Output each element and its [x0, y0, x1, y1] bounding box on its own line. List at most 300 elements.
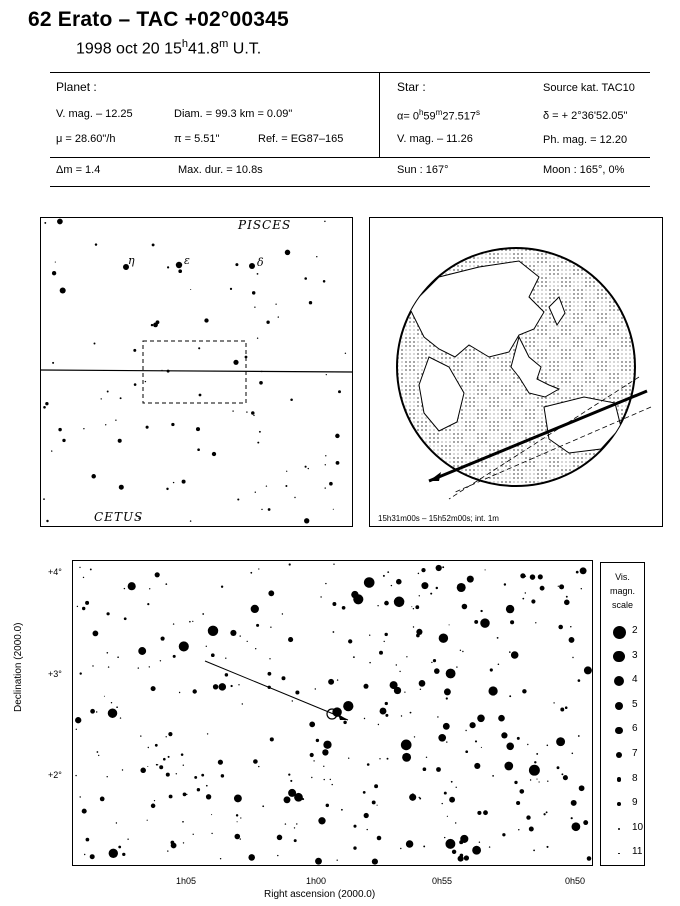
- background-star: [404, 691, 405, 692]
- background-star: [498, 663, 500, 665]
- star-phmag: Ph. mag. = 12.20: [543, 134, 628, 146]
- background-star: [436, 565, 442, 571]
- background-star: [336, 461, 340, 465]
- background-star: [45, 402, 48, 405]
- background-star: [335, 434, 339, 438]
- background-star: [580, 567, 587, 574]
- background-star: [288, 637, 293, 642]
- background-star: [213, 684, 218, 689]
- background-star: [256, 624, 259, 627]
- background-star: [341, 809, 343, 811]
- background-star: [80, 672, 82, 674]
- background-star: [156, 764, 158, 766]
- background-star: [43, 498, 45, 500]
- background-star: [98, 755, 99, 756]
- background-star: [485, 569, 486, 570]
- background-star: [518, 829, 519, 830]
- background-star: [348, 639, 352, 643]
- background-star: [566, 596, 568, 598]
- background-star: [423, 845, 425, 847]
- background-star: [55, 262, 56, 263]
- background-star: [171, 843, 177, 849]
- background-star: [197, 448, 200, 451]
- background-star: [522, 598, 524, 600]
- background-star: [516, 801, 520, 805]
- background-star: [208, 626, 218, 636]
- background-star: [269, 658, 270, 659]
- background-star: [251, 605, 259, 613]
- background-star: [148, 747, 149, 748]
- background-star: [328, 679, 334, 685]
- background-star: [46, 520, 48, 522]
- background-star: [387, 758, 389, 760]
- background-star: [83, 577, 84, 578]
- background-star: [543, 813, 545, 815]
- background-star: [258, 568, 259, 569]
- moon-info: Moon : 165°, 0%: [543, 164, 625, 176]
- background-star: [104, 696, 105, 697]
- background-star: [540, 586, 545, 591]
- background-star: [151, 686, 156, 691]
- background-star: [58, 428, 61, 431]
- background-star: [62, 439, 65, 442]
- background-star: [330, 779, 331, 780]
- planet-vmag: V. mag. – 12.25: [56, 108, 133, 120]
- planet-motion: μ = 28.60"/h: [56, 133, 116, 145]
- background-star: [173, 655, 176, 658]
- background-star: [193, 689, 197, 693]
- background-star: [230, 630, 236, 636]
- background-star: [82, 607, 85, 610]
- background-star: [106, 612, 109, 615]
- legend-label-mag-7: 7: [632, 748, 638, 759]
- background-star: [353, 825, 356, 828]
- legend-label-mag-11: 11: [632, 846, 643, 858]
- background-star: [572, 657, 573, 658]
- background-star: [190, 520, 191, 521]
- background-star: [464, 855, 469, 860]
- background-star: [584, 666, 592, 674]
- background-star: [325, 583, 326, 584]
- background-star: [221, 774, 224, 777]
- background-star: [80, 796, 81, 797]
- background-star: [282, 676, 286, 680]
- background-star: [235, 263, 238, 266]
- background-star: [322, 749, 328, 755]
- background-star: [444, 792, 447, 795]
- background-star: [192, 621, 193, 622]
- dec-tick-plus3: +3°: [48, 669, 62, 679]
- background-star: [109, 849, 118, 858]
- background-star: [235, 834, 241, 840]
- background-star: [225, 673, 228, 676]
- event-datetime: 1998 oct 20 15$^h$41.8$^m$ U.T.: [76, 38, 262, 58]
- background-star: [578, 735, 580, 737]
- sun-elongation: Sun : 167°: [397, 164, 449, 176]
- background-star: [253, 759, 258, 764]
- background-star: [517, 737, 520, 740]
- background-star: [419, 798, 421, 800]
- background-star: [304, 518, 309, 523]
- background-star: [501, 732, 507, 738]
- background-star: [111, 702, 112, 703]
- background-star: [539, 781, 540, 782]
- background-star: [289, 563, 291, 565]
- background-star: [316, 739, 319, 742]
- background-star: [117, 656, 119, 658]
- background-star: [76, 729, 77, 730]
- background-star: [553, 702, 554, 703]
- background-star: [277, 835, 283, 841]
- background-star: [118, 846, 121, 849]
- background-star: [270, 627, 271, 628]
- background-star: [400, 848, 401, 849]
- background-star: [161, 637, 165, 641]
- background-star: [60, 287, 66, 293]
- background-star: [446, 669, 456, 679]
- background-star: [138, 647, 146, 655]
- background-star: [457, 583, 466, 592]
- background-star: [472, 846, 481, 855]
- background-star: [583, 820, 588, 825]
- earth-globe-map: [369, 217, 663, 527]
- page-title: 62 Erato – TAC +02°00345: [28, 8, 289, 31]
- legend-dot-mag-7: [616, 752, 622, 758]
- background-star: [332, 602, 336, 606]
- background-star: [477, 715, 485, 723]
- background-star: [333, 631, 335, 633]
- background-star: [439, 633, 448, 642]
- finder-bright-star: [199, 394, 202, 397]
- background-star: [443, 723, 450, 730]
- legend-label-mag-3: 3: [632, 649, 638, 661]
- background-star: [438, 734, 446, 742]
- background-star: [529, 765, 540, 776]
- background-star: [323, 741, 331, 749]
- background-star: [547, 745, 549, 747]
- background-star: [225, 658, 226, 659]
- background-star: [221, 586, 223, 588]
- background-star: [431, 662, 432, 663]
- background-star: [413, 626, 414, 627]
- background-star: [490, 668, 493, 671]
- background-star: [189, 621, 191, 623]
- background-star: [218, 760, 223, 765]
- legend-label-mag-9: 9: [632, 797, 638, 809]
- background-star: [105, 424, 106, 425]
- background-star: [118, 439, 122, 443]
- background-star: [546, 846, 548, 848]
- background-star: [565, 775, 566, 776]
- background-star: [255, 492, 256, 493]
- background-star: [462, 604, 468, 610]
- background-star: [204, 318, 208, 322]
- background-star: [465, 730, 466, 731]
- background-star: [262, 805, 264, 807]
- background-star: [304, 277, 307, 280]
- background-star: [559, 584, 564, 589]
- background-star: [257, 338, 258, 339]
- background-star: [202, 613, 204, 615]
- background-star: [116, 822, 117, 823]
- background-star: [394, 597, 405, 608]
- background-star: [452, 850, 456, 854]
- background-star: [176, 773, 177, 774]
- background-star: [519, 789, 524, 794]
- background-star: [474, 763, 480, 769]
- background-star: [247, 641, 248, 642]
- background-star: [418, 573, 420, 575]
- background-star: [309, 722, 315, 728]
- background-star: [426, 757, 427, 758]
- star-vmag: V. mag. – 11.26: [397, 133, 473, 145]
- background-star: [337, 860, 338, 861]
- background-star: [95, 243, 97, 245]
- background-star: [436, 767, 441, 772]
- background-star: [367, 763, 370, 766]
- background-star: [255, 648, 256, 649]
- background-star: [455, 822, 456, 823]
- background-star: [462, 651, 463, 652]
- background-star: [477, 811, 481, 815]
- background-star: [377, 805, 378, 806]
- background-star: [377, 836, 382, 841]
- header-rule-top: [50, 72, 650, 73]
- background-star: [467, 576, 474, 583]
- background-star: [416, 629, 422, 635]
- background-star: [412, 793, 415, 796]
- background-star: [254, 307, 255, 308]
- header-divider: [379, 72, 380, 157]
- background-star: [570, 626, 571, 627]
- background-star: [92, 665, 93, 666]
- star-label-delta: δ: [257, 256, 265, 269]
- background-star: [52, 271, 56, 275]
- background-star: [151, 324, 153, 326]
- background-star: [206, 785, 208, 787]
- background-star: [326, 804, 329, 807]
- background-star: [387, 571, 389, 573]
- background-star: [530, 574, 535, 579]
- background-star: [444, 837, 445, 838]
- background-star: [369, 662, 371, 664]
- background-star: [107, 391, 109, 393]
- background-star: [193, 834, 194, 835]
- background-star: [333, 564, 334, 565]
- background-star: [196, 427, 200, 431]
- background-star: [107, 776, 108, 777]
- background-star: [182, 480, 186, 484]
- background-star: [475, 740, 477, 742]
- background-star: [198, 347, 200, 349]
- background-star: [434, 668, 440, 674]
- background-star: [520, 573, 525, 578]
- background-star: [270, 737, 274, 741]
- background-star: [449, 624, 450, 625]
- background-star: [85, 601, 89, 605]
- background-star: [277, 855, 278, 856]
- ra-tick-0h55: 0h55: [432, 876, 453, 886]
- dec-tick-plus2: +2°: [48, 770, 62, 780]
- background-star: [211, 833, 212, 834]
- background-star: [268, 508, 271, 511]
- background-star: [364, 577, 375, 588]
- background-star: [326, 374, 327, 375]
- background-star: [480, 618, 489, 627]
- background-star: [107, 652, 109, 654]
- background-star: [233, 360, 238, 365]
- background-star: [237, 498, 239, 500]
- background-star: [84, 854, 85, 855]
- background-star: [372, 859, 378, 865]
- background-star: [324, 779, 325, 780]
- background-star: [531, 599, 535, 603]
- background-star: [179, 641, 189, 651]
- background-star: [572, 822, 581, 831]
- background-star: [342, 606, 346, 610]
- background-star: [525, 592, 526, 593]
- background-star: [345, 353, 346, 354]
- background-star: [364, 813, 369, 818]
- background-star: [305, 466, 307, 468]
- header-rule-mid: [50, 157, 650, 158]
- background-star: [456, 787, 457, 788]
- background-star: [308, 468, 309, 469]
- background-star: [323, 280, 326, 283]
- star-label-eta: η: [128, 254, 136, 267]
- background-star: [295, 690, 299, 694]
- background-star: [480, 610, 482, 612]
- background-star: [316, 256, 317, 257]
- background-star: [90, 568, 92, 570]
- background-star: [459, 840, 463, 844]
- background-star: [509, 651, 511, 653]
- background-star: [166, 736, 167, 737]
- background-star: [372, 800, 376, 804]
- background-star: [311, 777, 312, 778]
- background-star: [165, 583, 167, 585]
- ra-tick-1h05: 1h05: [176, 876, 197, 886]
- background-star: [292, 700, 293, 701]
- y-axis-label: Declination (2000.0): [13, 622, 24, 712]
- background-star: [169, 795, 173, 799]
- background-star: [207, 733, 208, 734]
- background-star: [282, 613, 283, 614]
- background-star: [147, 820, 148, 821]
- background-star: [294, 793, 303, 802]
- background-star: [52, 362, 54, 364]
- ra-tick-0h50: 0h50: [565, 876, 586, 886]
- background-star: [120, 717, 121, 718]
- background-star: [378, 724, 379, 725]
- finder-star-field: [40, 217, 353, 527]
- max-duration: Max. dur. = 10.8s: [178, 164, 263, 176]
- background-star: [163, 758, 166, 761]
- background-star: [258, 766, 259, 767]
- legend-label-mag-8: 8: [632, 772, 638, 784]
- background-star: [536, 753, 538, 755]
- background-star: [167, 850, 168, 851]
- background-star: [504, 583, 506, 585]
- background-star: [414, 736, 415, 737]
- background-star: [511, 651, 519, 659]
- background-star: [79, 567, 80, 568]
- globe-time-caption: 15h31m00s – 15h52m00s; int. 1m: [378, 514, 499, 523]
- background-star: [268, 672, 272, 676]
- background-star: [51, 450, 52, 451]
- planet-heading: Planet :: [56, 80, 97, 94]
- background-star: [449, 797, 455, 803]
- background-star: [579, 785, 585, 791]
- background-star: [502, 833, 505, 836]
- background-star: [460, 650, 461, 651]
- background-star: [182, 821, 184, 823]
- background-star: [194, 776, 197, 779]
- background-star: [294, 827, 295, 828]
- background-star: [230, 288, 232, 290]
- background-star: [179, 692, 180, 693]
- background-star: [456, 666, 457, 667]
- detail-field-rectangle: [143, 341, 246, 403]
- background-star: [364, 718, 365, 719]
- magnitude-drop: Δm = 1.4: [56, 164, 101, 176]
- background-star: [108, 666, 109, 667]
- background-star: [154, 800, 155, 801]
- background-star: [474, 620, 478, 624]
- background-star: [415, 605, 419, 609]
- background-star: [147, 766, 148, 767]
- background-star: [275, 304, 276, 305]
- legend-dot-mag-6: [615, 727, 622, 734]
- background-star: [506, 605, 514, 613]
- background-star: [479, 842, 480, 843]
- background-star: [294, 839, 297, 842]
- planet-reference: Ref. = EG87–165: [258, 133, 344, 145]
- background-star: [100, 797, 105, 802]
- background-star: [465, 750, 468, 753]
- background-star: [240, 635, 241, 636]
- background-star: [124, 617, 127, 620]
- background-star: [529, 827, 534, 832]
- background-star: [206, 646, 207, 647]
- background-star: [578, 679, 581, 682]
- background-star: [385, 702, 388, 705]
- background-star: [413, 608, 414, 609]
- background-star: [401, 740, 412, 751]
- background-star: [367, 829, 368, 830]
- legend-dot-mag-9: [617, 802, 621, 806]
- detail-star-field: [72, 560, 593, 866]
- background-star: [310, 753, 314, 757]
- background-star: [266, 485, 267, 486]
- background-star: [447, 816, 448, 817]
- background-star: [420, 689, 421, 690]
- background-star: [423, 767, 427, 771]
- background-star: [581, 588, 582, 589]
- background-star: [369, 635, 370, 636]
- background-star: [320, 596, 321, 597]
- planet-diameter: Diam. = 99.3 km = 0.09": [174, 108, 293, 120]
- background-star: [315, 858, 322, 865]
- background-star: [333, 509, 334, 510]
- background-star: [533, 850, 535, 852]
- background-star: [558, 625, 563, 630]
- background-star: [557, 766, 560, 769]
- legend-label-mag-5: 5: [632, 698, 638, 710]
- background-star: [242, 703, 243, 704]
- constellation-label-cetus: CETUS: [94, 510, 144, 524]
- background-star: [173, 623, 174, 624]
